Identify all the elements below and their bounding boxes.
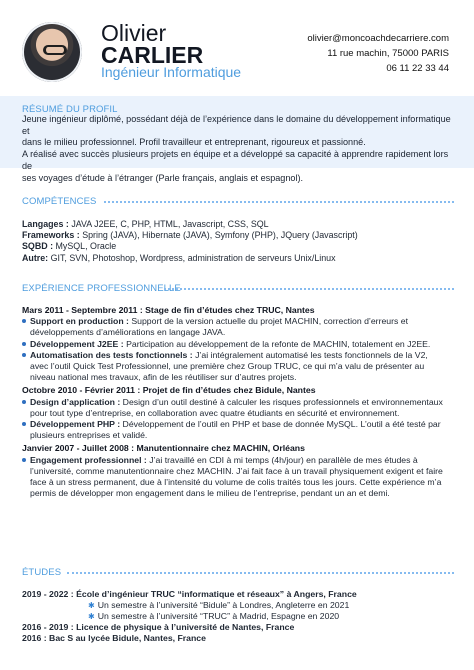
skill-label: Frameworks : [22,230,80,241]
profile-line: A réalisé avec succès plusieurs projets en équipe et a développé sa capacité à apprendre rapidement lors de [22,149,449,171]
education-row [22,633,453,644]
bullet-title: Automatisation des tests fonctionnels : [30,349,193,360]
profile-line: ses voyages d’étude à l’étranger (Parle français, anglais et espagnol). [22,172,304,183]
skill-value: MySQL, Oracle [55,241,117,252]
experience-list [22,305,453,499]
bullet-text: plusieurs entreprises et validé. [30,430,148,441]
job-bullet [22,350,453,384]
education-row [22,622,453,633]
bullet-text: Design d’un outil destiné à calculer les risques professionnels et environnementaux [120,396,443,407]
education-main: 2019 - 2022 : École d’ingénieur TRUC “informatique et réseaux” à Angers, France [22,589,357,599]
skill-row [22,230,452,241]
job-bullet [22,455,453,500]
star-icon: ✱ [88,612,95,622]
section-divider [104,201,454,203]
skill-row [22,219,452,230]
skill-label: Langages : [22,219,69,229]
education-row [22,611,453,622]
bullet-text: pour tout type d’entreprise, en collaboration avec quatre étudiants en sécurité et environnement. [30,407,400,418]
skills-list [22,219,452,264]
bullet-title: Support en production : [30,316,129,327]
contact-info [307,31,449,76]
profile-summary [22,114,453,184]
skill-row [22,253,452,264]
skill-row [22,241,452,252]
skill-value: GIT, SVN, Photoshop, Wordpress, administration de serveurs Unix/Linux [50,252,336,263]
education-main: 2016 : Bac S au lycée Bidule, Nantes, France [22,633,206,644]
phone[interactable]: 06 11 22 33 44 [386,63,449,74]
job-title: Ingénieur Informatique [101,64,242,80]
profile-line: dans le milieu professionnel. Profil travailleur et entreprenant, rigoureux et passionné. [22,137,366,148]
job-bullet [22,419,453,441]
profile-photo [22,22,82,82]
section-title-education: ÉTUDES [22,567,62,578]
bullet-text: J’ai travaillé en CDI à mi temps (4h/jour) en parallèle de mes études à [146,454,418,465]
bullet-title: Développement J2EE : [30,338,124,349]
profile-line: Jeune ingénieur diplômé, possédant déjà de l’expérience dans le domaine du développement informatique et [22,114,451,136]
education-sub: Un semestre à l’université “TRUC” à Madrid, Espagne en 2020 [97,611,340,622]
bullet-text: Développement de l’outil en PHP et base de donnée MySQL. L’outil a été testé par [120,419,441,430]
section-title-skills: COMPÉTENCES [22,196,97,207]
cv-header [0,0,474,95]
star-icon: ✱ [88,601,95,611]
section-title-experience: EXPÉRIENCE PROFESSIONNELLE [22,283,181,294]
education-row [22,589,453,600]
email[interactable]: olivier@moncoachdecarriere.com [307,33,449,44]
job-bullet [22,397,453,419]
skill-value: JAVA J2EE, C, PHP, HTML, Javascript, CSS, SQL [71,219,269,229]
address: 11 rue machin, 75000 PARIS [327,48,449,59]
bullet-text: face à un stress permanent, due à l’intensité du volume de colis traités tous les jours. Cette expérience m’a [30,477,442,488]
job-header: Mars 2011 - Septembre 2011 : Stage de fin d’études chez TRUC, Nantes [22,305,315,315]
bullet-text: Support de la version actuelle du projet MACHIN, correction d’erreurs et [128,316,409,327]
first-name: Olivier [101,20,167,46]
section-title-profile: RÉSUMÉ DU PROFIL [22,104,118,115]
education-list [22,589,453,644]
bullet-text: permis de développer mon engagement dans le milieu de l’entreprise, pendant un an et demi. [30,488,390,499]
bullet-text: l’université, comme manutentionnaire chez MACHIN. J’ai fait face à un travail physiquement exigent et faire [30,465,443,476]
education-row [22,600,453,611]
education-sub: Un semestre à l’université “Bidule” à Londres, Angleterre en 2021 [97,600,350,611]
bullet-text: développements d’améliorations en langage JAVA. [30,327,226,338]
skill-label: Autre: [22,252,49,263]
bullet-text: Participation au développement de la refonte de MACHIN, totalement en J2EE. [123,338,431,349]
bullet-text: niveau national mes travaux, afin de les réutiliser sur d’autres projets. [30,372,297,383]
job-bullet [22,316,453,338]
bullet-title: Engagement professionnel : [30,454,147,465]
skill-value: Spring (JAVA), Hibernate (JAVA), Symfony (PHP), JQuery (Javascript) [82,230,358,241]
last-name: CARLIER [101,42,204,68]
bullet-title: Développement PHP : [30,419,121,430]
skill-label: SQBD : [22,241,54,252]
job-header: Octobre 2010 - Février 2011 : Projet de fin d’études chez Bidule, Nantes [22,385,316,396]
section-divider [164,288,454,290]
bullet-text: avec l’outil Quick Test Professionnel, une première chez Group TRUC, ce qui m’a valu de présenter au [30,361,425,372]
education-main: 2016 - 2019 : Licence de physique à l’université de Nantes, France [22,622,295,633]
section-divider [67,572,454,574]
job-header: Janvier 2007 - Juillet 2008 : Manutentionnaire chez MACHIN, Orléans [22,443,305,454]
bullet-text: J’ai intégralement automatisé les tests fonctionnels de la V2, [192,349,428,360]
job-bullet [22,339,453,350]
bullet-title: Design d’application : [30,396,121,407]
